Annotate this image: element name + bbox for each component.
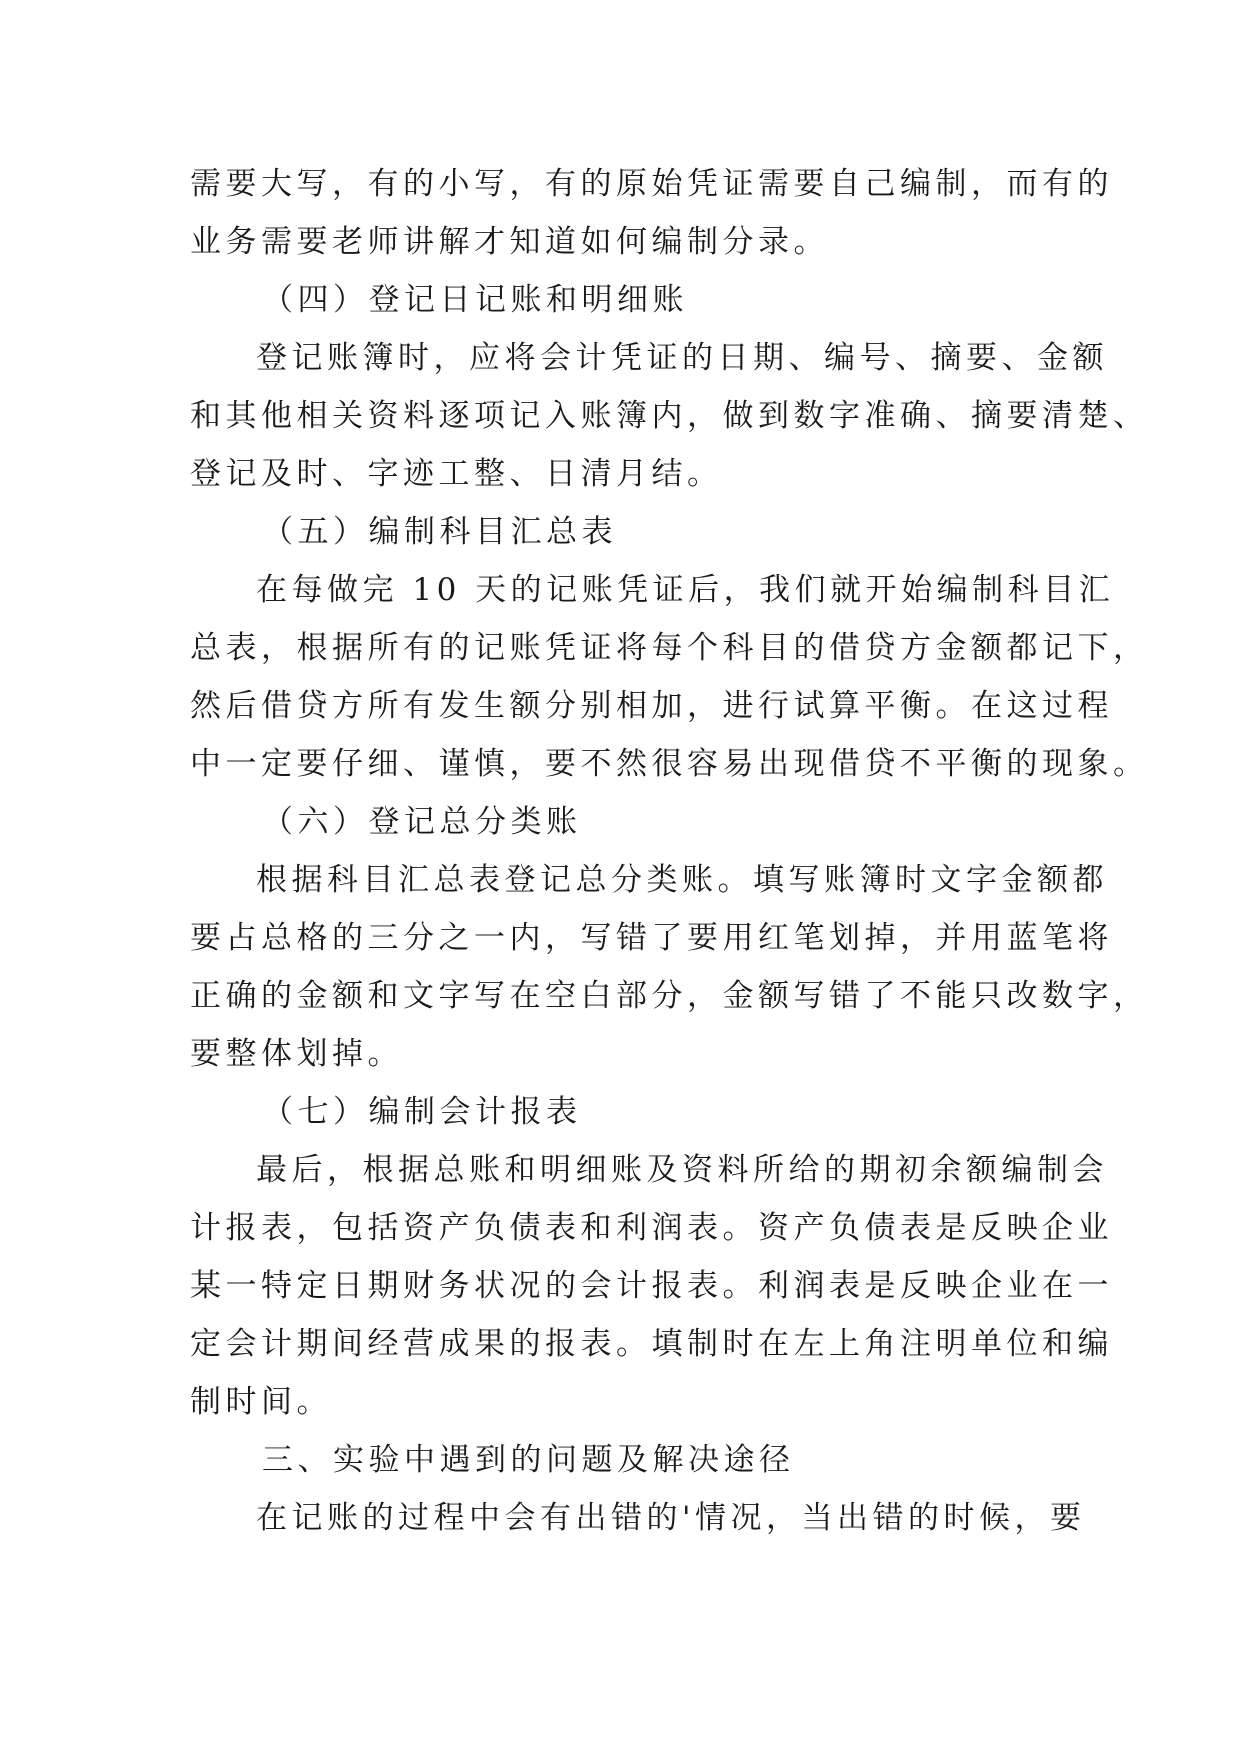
body-line: 某一特定日期财务状况的会计报表。利润表是反映企业在一: [190, 1268, 1113, 1304]
paragraph-first-line: 最后，根据总账和明细账及资料所给的期初余额编制会: [256, 1152, 1108, 1188]
body-line: 业务需要老师讲解才知道如何编制分录。: [190, 224, 829, 260]
paragraph-first-line: 登记账簿时，应将会计凭证的日期、编号、摘要、金额: [256, 340, 1108, 376]
section-heading: 三、实验中遇到的问题及解决途径: [262, 1442, 795, 1478]
body-line: 计报表，包括资产负债表和利润表。资产负债表是反映企业: [190, 1210, 1113, 1246]
body-line: 需要大写，有的小写，有的原始凭证需要自己编制，而有的: [190, 166, 1113, 202]
section-heading: （六）登记总分类账: [262, 804, 582, 840]
body-line: 中一定要仔细、谨慎，要不然很容易出现借贷不平衡的现象。: [190, 746, 1149, 782]
body-line: 和其他相关资料逐项记入账簿内，做到数字准确、摘要清楚、: [190, 398, 1149, 434]
paragraph-first-line: 在记账的过程中会有出错的'情况，当出错的时候，要: [256, 1500, 1086, 1536]
body-line: 登记及时、字迹工整、日清月结。: [190, 456, 723, 492]
body-line: 然后借贷方所有发生额分别相加，进行试算平衡。在这过程: [190, 688, 1113, 724]
body-line: 要整体划掉。: [190, 1036, 403, 1072]
section-heading: （五）编制科目汇总表: [262, 514, 617, 550]
paragraph-first-line: 在每做完 10 天的记账凭证后，我们就开始编制科目汇: [256, 572, 1115, 608]
paragraph-first-line: 根据科目汇总表登记总分类账。填写账簿时文字金额都: [256, 862, 1108, 898]
section-heading: （四）登记日记账和明细账: [262, 282, 688, 318]
section-heading: （七）编制会计报表: [262, 1094, 582, 1130]
body-line: 制时间。: [190, 1384, 332, 1420]
document-body: [190, 155, 1149, 1547]
body-line: 正确的金额和文字写在空白部分，金额写错了不能只改数字，: [190, 978, 1149, 1014]
body-line: 定会计期间经营成果的报表。填制时在左上角注明单位和编: [190, 1326, 1113, 1362]
body-line: 要占总格的三分之一内，写错了要用红笔划掉，并用蓝笔将: [190, 920, 1113, 956]
body-line: 总表，根据所有的记账凭证将每个科目的借贷方金额都记下，: [190, 630, 1149, 666]
